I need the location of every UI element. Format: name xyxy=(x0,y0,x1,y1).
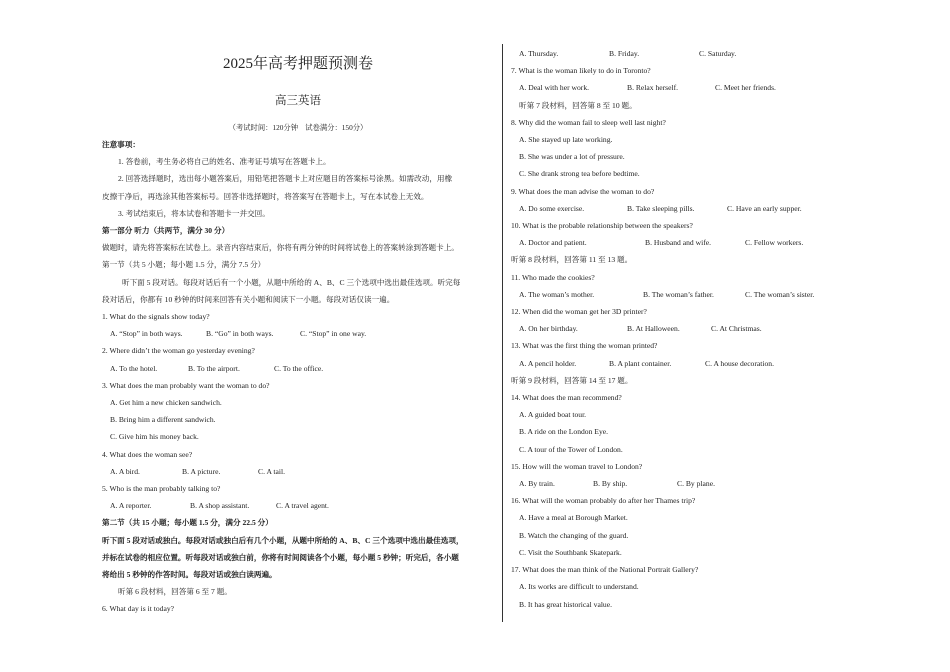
option-c: C. Saturday. xyxy=(699,49,737,58)
question-text: 16. What will the woman probably do after her Thames trip? xyxy=(511,496,696,506)
option-b: B. Relax herself. xyxy=(627,83,679,93)
option-row xyxy=(511,355,841,372)
option-a: A. Get him a new chicken sandwich. xyxy=(110,398,222,408)
option-row xyxy=(511,320,841,337)
material-note: 听第 6 段材料，回答第 6 至 7 题。 xyxy=(118,587,232,597)
question-text: 12. When did the woman get her 3D printer? xyxy=(511,307,647,317)
option-a: A. The woman’s mother. xyxy=(519,289,595,299)
question-text: 1. What do the signals show today? xyxy=(102,312,210,322)
option-b: B. At Halloween. xyxy=(627,324,680,334)
option-c: C. Visit the Southbank Skatepark. xyxy=(519,547,622,557)
question-text: 9. What does the man advise the woman to do? xyxy=(511,186,655,196)
option-b: B. She was under a lot of pressure. xyxy=(519,152,625,162)
option-a: A. A pencil holder. xyxy=(519,358,577,368)
option-a: A. Have a meal at Borough Market. xyxy=(519,513,628,523)
left-column xyxy=(102,48,494,618)
option-b: B. Husband and wife. xyxy=(645,238,712,248)
option-c: C. To the office. xyxy=(274,363,324,373)
question-text: 11. Who made the cookies? xyxy=(511,272,595,282)
section1-heading: 第一节（共 5 小题；每小题 1.5 分，满分 7.5 分） xyxy=(102,260,266,270)
option-row xyxy=(511,234,841,251)
column-divider xyxy=(502,44,503,622)
option-b: B. Take sleeping pills. xyxy=(627,203,695,213)
option-a: A. By train. xyxy=(519,479,555,489)
option-a: A. Its works are difficult to understand. xyxy=(519,582,639,592)
option-a: A. “Stop” in both ways. xyxy=(110,329,183,339)
note-item: 皮擦干净后，再选涂其他答案标号。回答非选择题时，将答案写在答题卡上，写在本试卷上无效。 xyxy=(102,191,429,201)
option-c: C. Meet her friends. xyxy=(715,83,776,93)
option-row xyxy=(511,45,841,62)
option-b: B. A picture. xyxy=(182,466,221,476)
option-row xyxy=(511,475,841,492)
option-row xyxy=(511,286,841,303)
right-column xyxy=(511,45,841,613)
option-c: C. A travel agent. xyxy=(276,501,329,511)
material-note: 听第 8 段材料，回答第 11 至 13 题。 xyxy=(511,255,633,265)
part1-heading: 第一部分 听力（共两节，满分 30 分） xyxy=(102,226,230,236)
part1-intro: 做题时，请先将答案标在试卷上。录音内容结束后，你将有两分钟的时间将试卷上的答案转涂到答题卡上。 xyxy=(102,243,459,253)
option-c: C. She drank strong tea before bedtime. xyxy=(519,169,640,179)
option-b: B. It has great historical value. xyxy=(519,599,612,609)
option-a: A. Deal with her work. xyxy=(519,83,590,93)
option-a: A. A guided boat tour. xyxy=(519,410,587,420)
option-a: A. To the hotel. xyxy=(110,363,158,373)
question-text: 8. Why did the woman fail to sleep well last night? xyxy=(511,117,666,127)
option-b: B. By ship. xyxy=(593,479,628,489)
notes-heading: 注意事项： xyxy=(102,140,140,149)
option-b: B. “Go” in both ways. xyxy=(206,329,274,339)
question-text: 10. What is the probable relationship between the speakers? xyxy=(511,221,693,231)
option-a: A. Do some exercise. xyxy=(519,203,585,213)
note-item: 1. 答卷前，考生务必将自己的姓名、准考证号填写在答题卡上。 xyxy=(118,157,331,167)
option-c: C. A house decoration. xyxy=(705,358,774,368)
page-title: 2025年高考押题预测卷 xyxy=(222,56,373,72)
option-b: B. Watch the changing of the guard. xyxy=(519,530,629,540)
option-c: C. The woman’s sister. xyxy=(745,289,815,299)
question-text: 5. Who is the man probably talking to? xyxy=(102,484,221,494)
section2-heading: 第二节（共 15 小题；每小题 1.5 分，满分 22.5 分） xyxy=(102,518,273,528)
material-note: 听第 9 段材料，回答第 14 至 17 题。 xyxy=(511,375,633,385)
option-row xyxy=(102,325,494,342)
option-c: C. At Christmas. xyxy=(711,324,762,334)
option-c: C. A tail. xyxy=(258,466,286,476)
question-text: 6. What day is it today? xyxy=(102,604,174,614)
question-text: 7. What is the woman likely to do in Toronto? xyxy=(511,66,651,76)
note-item: 2. 回答选择题时，选出每小题答案后，用铅笔把答题卡上对应题目的答案标号涂黑。如需改动，用橡 xyxy=(118,174,453,184)
question-text: 14. What does the man recommend? xyxy=(511,393,622,403)
option-c: C. Have an early supper. xyxy=(727,203,802,213)
option-row xyxy=(102,463,494,480)
question-text: 4. What does the woman see? xyxy=(102,449,193,459)
section2-intro: 将给出 5 秒钟的作答时间。每段对话或独白读两遍。 xyxy=(102,570,277,580)
option-c: C. By plane. xyxy=(677,479,715,489)
question-text: 13. What was the first thing the woman printed? xyxy=(511,341,658,351)
section1-intro: 段对话后，你都有 10 秒钟的时间来回答有关小题和阅读下一小题。每段对话仅读一遍。 xyxy=(102,294,395,304)
option-c: C. A tour of the Tower of London. xyxy=(519,444,623,454)
note-item: 3. 考试结束后，将本试卷和答题卡一并交回。 xyxy=(118,208,270,218)
option-c: C. Give him his money back. xyxy=(110,432,199,442)
section2-intro: 听下面 5 段对话或独白。每段对话或独白后有几个小题，从题中所给的 A、B、C 三个选项中选出最佳选项， xyxy=(102,535,464,545)
question-text: 17. What does the man think of the National Portrait Gallery? xyxy=(511,565,699,575)
option-row xyxy=(102,360,494,377)
option-row xyxy=(102,497,494,514)
section2-intro: 并标在试卷的相应位置。听每段对话或独白前，你将有时间阅读各个小题，每小题 5 秒钟；听完后，各小题 xyxy=(102,552,459,562)
option-row xyxy=(511,79,841,96)
option-b: B. To the airport. xyxy=(188,363,240,373)
option-a: A. Doctor and patient. xyxy=(519,238,587,248)
question-text: 3. What does the man probably want the woman to do? xyxy=(102,380,270,390)
question-text: 2. Where didn’t the woman go yesterday evening? xyxy=(102,346,255,356)
option-row xyxy=(511,200,841,217)
exam-info: （考试时间：120分钟 试卷满分：150分） xyxy=(228,123,368,132)
section1-intro: 听下面 5 段对话。每段对话后有一个小题，从题中所给的 A、B、C 三个选项中选出最佳选项。听完每 xyxy=(122,277,461,287)
material-note: 听第 7 段材料，回答第 8 至 10 题。 xyxy=(519,100,637,110)
option-a: A. Thursday. xyxy=(519,49,559,58)
option-b: B. A ride on the London Eye. xyxy=(519,427,609,437)
option-a: A. A bird. xyxy=(110,466,140,476)
page-subtitle: 高三英语 xyxy=(275,95,321,107)
option-b: B. A shop assistant. xyxy=(190,501,250,511)
option-c: C. Fellow workers. xyxy=(745,238,804,248)
option-c: C. “Stop” in one way. xyxy=(300,329,367,339)
option-a: A. A reporter. xyxy=(110,501,152,511)
option-b: B. The woman’s father. xyxy=(643,289,714,299)
option-a: A. She stayed up late working. xyxy=(519,135,613,145)
option-b: B. Friday. xyxy=(609,49,640,58)
option-b: B. Bring him a different sandwich. xyxy=(110,415,216,425)
option-b: B. A plant container. xyxy=(609,358,672,368)
option-a: A. On her birthday. xyxy=(519,324,578,334)
question-text: 15. How will the woman travel to London? xyxy=(511,461,643,471)
